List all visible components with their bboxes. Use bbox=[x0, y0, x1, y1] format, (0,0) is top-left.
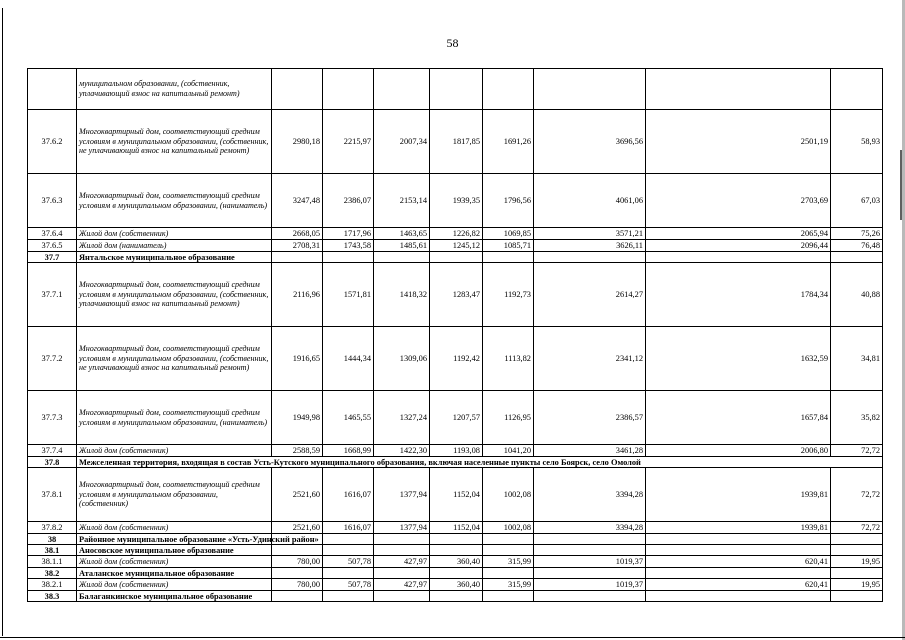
value-cell-5: 315,99 bbox=[483, 579, 534, 591]
value-cell-4: 1207,57 bbox=[430, 391, 483, 445]
section-row bbox=[28, 534, 883, 545]
value-cell-4: 1939,35 bbox=[430, 174, 483, 228]
value-cell-8: 75,26 bbox=[831, 228, 883, 240]
value-cell-2: 507,78 bbox=[323, 556, 374, 568]
value-cell-3: 1327,24 bbox=[374, 391, 430, 445]
value-cell-5: 1113,82 bbox=[483, 327, 534, 391]
empty-cell bbox=[430, 545, 483, 556]
item-code: 38.1.1 bbox=[28, 556, 77, 568]
value-cell-7: 2501,19 bbox=[646, 110, 831, 174]
item-description: Многоквартирный дом, соответствующий средним условиям в муниципальном образовании, (собственник, уплачивающий взнос на капитальный ремонт) bbox=[77, 263, 272, 327]
empty-cell bbox=[272, 252, 323, 263]
value-cell-7: 2065,94 bbox=[646, 228, 831, 240]
empty-cell bbox=[831, 534, 883, 545]
value-cell-1: 3247,48 bbox=[272, 174, 323, 228]
value-cell-3: 427,97 bbox=[374, 579, 430, 591]
item-description: Жилой дом (собственник) bbox=[77, 522, 272, 534]
value-cell-8: 76,48 bbox=[831, 240, 883, 252]
value-cell-2: 1444,34 bbox=[323, 327, 374, 391]
empty-cell bbox=[272, 568, 323, 579]
item-description: Многоквартирный дом, соответствующий средним условиям в муниципальном образовании, (собственник, не уплачивающий взнос на капитальный ремонт) bbox=[77, 327, 272, 391]
value-cell-3: 1309,06 bbox=[374, 327, 430, 391]
table-body bbox=[28, 69, 883, 602]
value-cell-6: 3626,11 bbox=[534, 240, 646, 252]
item-description: Жилой дом (собственник) bbox=[77, 579, 272, 591]
empty-cell bbox=[534, 534, 646, 545]
value-cell-7: 2703,69 bbox=[646, 174, 831, 228]
section-row bbox=[28, 591, 883, 602]
value-cell-6: 2341,12 bbox=[534, 327, 646, 391]
empty-cell bbox=[483, 568, 534, 579]
value-cell-5: 1002,08 bbox=[483, 468, 534, 522]
value-cell-1: 2521,60 bbox=[272, 522, 323, 534]
value-cell-4: 1193,08 bbox=[430, 445, 483, 457]
value-cell-1: 2668,05 bbox=[272, 228, 323, 240]
empty-cell bbox=[534, 568, 646, 579]
table-row bbox=[28, 468, 883, 522]
section-title: Аталанское муниципальное образование bbox=[77, 568, 272, 579]
scan-bottom-border bbox=[0, 637, 905, 638]
value-cell-7: 2096,44 bbox=[646, 240, 831, 252]
section-title: Районное муниципальное образование «Усть-Удинский район» bbox=[77, 534, 272, 545]
value-cell-6: 3571,21 bbox=[534, 228, 646, 240]
value-cell-1: 780,00 bbox=[272, 579, 323, 591]
empty-cell bbox=[831, 591, 883, 602]
empty-cell bbox=[831, 545, 883, 556]
table-row bbox=[28, 174, 883, 228]
value-cell-2: 1717,96 bbox=[323, 228, 374, 240]
empty-cell bbox=[430, 568, 483, 579]
item-code: 37.6.3 bbox=[28, 174, 77, 228]
value-cell-3: 1418,32 bbox=[374, 263, 430, 327]
empty-cell bbox=[374, 591, 430, 602]
item-code: 37.7.3 bbox=[28, 391, 77, 445]
table-row bbox=[28, 228, 883, 240]
value-cell-5: 315,99 bbox=[483, 556, 534, 568]
value-cell-8: 67,03 bbox=[831, 174, 883, 228]
value-cell-2 bbox=[323, 69, 374, 110]
empty-cell bbox=[272, 545, 323, 556]
value-cell-2: 1616,07 bbox=[323, 522, 374, 534]
empty-cell bbox=[374, 252, 430, 263]
empty-cell bbox=[831, 568, 883, 579]
empty-cell bbox=[323, 252, 374, 263]
empty-cell bbox=[646, 534, 831, 545]
value-cell-1: 2521,60 bbox=[272, 468, 323, 522]
empty-cell bbox=[374, 568, 430, 579]
value-cell-2: 1571,81 bbox=[323, 263, 374, 327]
value-cell-2: 2215,97 bbox=[323, 110, 374, 174]
value-cell-3: 1463,65 bbox=[374, 228, 430, 240]
empty-cell bbox=[483, 545, 534, 556]
value-cell-8: 35,82 bbox=[831, 391, 883, 445]
value-cell-5: 1041,20 bbox=[483, 445, 534, 457]
section-title: Янтальское муниципальное образование bbox=[77, 252, 272, 263]
value-cell-7: 1939,81 bbox=[646, 522, 831, 534]
table-row bbox=[28, 69, 883, 110]
value-cell-1: 2980,18 bbox=[272, 110, 323, 174]
item-code: 37.7.4 bbox=[28, 445, 77, 457]
value-cell-8: 34,81 bbox=[831, 327, 883, 391]
section-row bbox=[28, 457, 883, 468]
value-cell-6: 2386,57 bbox=[534, 391, 646, 445]
scan-left-border bbox=[2, 8, 3, 636]
value-cell-7: 620,41 bbox=[646, 556, 831, 568]
section-code: 38.1 bbox=[28, 545, 77, 556]
value-cell-3: 1485,61 bbox=[374, 240, 430, 252]
table-row bbox=[28, 522, 883, 534]
item-code: 37.7.2 bbox=[28, 327, 77, 391]
value-cell-4: 1192,42 bbox=[430, 327, 483, 391]
item-description: Многоквартирный дом, соответствующий средним условиям в муниципальном образовании, (наниматель) bbox=[77, 174, 272, 228]
value-cell-7: 1784,34 bbox=[646, 263, 831, 327]
item-description: Жилой дом (наниматель) bbox=[77, 240, 272, 252]
value-cell-8: 40,88 bbox=[831, 263, 883, 327]
section-code: 37.7 bbox=[28, 252, 77, 263]
value-cell-6: 1019,37 bbox=[534, 556, 646, 568]
value-cell-6: 3394,28 bbox=[534, 522, 646, 534]
empty-cell bbox=[534, 591, 646, 602]
section-code: 38.2 bbox=[28, 568, 77, 579]
value-cell-5: 1796,56 bbox=[483, 174, 534, 228]
value-cell-6 bbox=[534, 69, 646, 110]
value-cell-3: 1377,94 bbox=[374, 522, 430, 534]
value-cell-6: 3461,28 bbox=[534, 445, 646, 457]
value-cell-1: 2588,59 bbox=[272, 445, 323, 457]
item-code: 37.6.5 bbox=[28, 240, 77, 252]
empty-cell bbox=[646, 591, 831, 602]
value-cell-3: 1377,94 bbox=[374, 468, 430, 522]
value-cell-8: 72,72 bbox=[831, 522, 883, 534]
empty-cell bbox=[374, 545, 430, 556]
table-row bbox=[28, 391, 883, 445]
value-cell-5: 1691,26 bbox=[483, 110, 534, 174]
section-row bbox=[28, 568, 883, 579]
value-cell-4 bbox=[430, 69, 483, 110]
empty-cell bbox=[430, 252, 483, 263]
value-cell-2: 1616,07 bbox=[323, 468, 374, 522]
value-cell-8: 58,93 bbox=[831, 110, 883, 174]
value-cell-6: 2614,27 bbox=[534, 263, 646, 327]
empty-cell bbox=[646, 545, 831, 556]
empty-cell bbox=[323, 545, 374, 556]
value-cell-5: 1002,08 bbox=[483, 522, 534, 534]
value-cell-5: 1192,73 bbox=[483, 263, 534, 327]
value-cell-5: 1069,85 bbox=[483, 228, 534, 240]
section-row bbox=[28, 252, 883, 263]
value-cell-1: 2116,96 bbox=[272, 263, 323, 327]
value-cell-3: 427,97 bbox=[374, 556, 430, 568]
value-cell-1: 2708,31 bbox=[272, 240, 323, 252]
section-title: Межселенная территория, входящая в состав Усть-Кутского муниципального образования, включая населенные пункты село Боярск, село Омолой bbox=[77, 457, 883, 468]
value-cell-4: 1226,82 bbox=[430, 228, 483, 240]
item-description: Многоквартирный дом, соответствующий средним условиям в муниципальном образовании, (собственник) bbox=[77, 468, 272, 522]
table-row bbox=[28, 110, 883, 174]
value-cell-4: 1152,04 bbox=[430, 468, 483, 522]
value-cell-4: 1152,04 bbox=[430, 522, 483, 534]
value-cell-3 bbox=[374, 69, 430, 110]
value-cell-3: 2007,34 bbox=[374, 110, 430, 174]
value-cell-7: 1657,84 bbox=[646, 391, 831, 445]
value-cell-7: 2006,80 bbox=[646, 445, 831, 457]
value-cell-5 bbox=[483, 69, 534, 110]
empty-cell bbox=[646, 252, 831, 263]
value-cell-4: 1283,47 bbox=[430, 263, 483, 327]
empty-cell bbox=[534, 252, 646, 263]
value-cell-6: 3696,56 bbox=[534, 110, 646, 174]
value-cell-5: 1085,71 bbox=[483, 240, 534, 252]
value-cell-7: 1632,59 bbox=[646, 327, 831, 391]
empty-cell bbox=[323, 568, 374, 579]
empty-cell bbox=[323, 591, 374, 602]
empty-cell bbox=[831, 252, 883, 263]
value-cell-4: 360,40 bbox=[430, 556, 483, 568]
value-cell-8: 72,72 bbox=[831, 468, 883, 522]
item-description: муниципальном образовании, (собственник, уплачивающий взнос на капитальный ремонт) bbox=[77, 69, 272, 110]
item-code: 38.2.1 bbox=[28, 579, 77, 591]
empty-cell bbox=[534, 545, 646, 556]
item-code: 37.7.1 bbox=[28, 263, 77, 327]
section-row bbox=[28, 545, 883, 556]
value-cell-4: 360,40 bbox=[430, 579, 483, 591]
table-row bbox=[28, 556, 883, 568]
section-code: 38.3 bbox=[28, 591, 77, 602]
empty-cell bbox=[272, 591, 323, 602]
value-cell-8: 19,95 bbox=[831, 579, 883, 591]
item-code: 37.8.2 bbox=[28, 522, 77, 534]
value-cell-2: 2386,07 bbox=[323, 174, 374, 228]
value-cell-2: 1668,99 bbox=[323, 445, 374, 457]
value-cell-1: 1916,65 bbox=[272, 327, 323, 391]
table-row bbox=[28, 327, 883, 391]
value-cell-5: 1126,95 bbox=[483, 391, 534, 445]
section-title: Балаганкинское муниципальное образование bbox=[77, 591, 272, 602]
value-cell-6: 3394,28 bbox=[534, 468, 646, 522]
empty-cell bbox=[483, 591, 534, 602]
item-code: 37.6.4 bbox=[28, 228, 77, 240]
empty-cell bbox=[483, 534, 534, 545]
table-row bbox=[28, 240, 883, 252]
empty-cell bbox=[646, 568, 831, 579]
value-cell-1 bbox=[272, 69, 323, 110]
item-code: 37.8.1 bbox=[28, 468, 77, 522]
item-code: 37.6.2 bbox=[28, 110, 77, 174]
item-description: Жилой дом (собственник) bbox=[77, 445, 272, 457]
item-description: Жилой дом (собственник) bbox=[77, 228, 272, 240]
item-description: Многоквартирный дом, соответствующий средним условиям в муниципальном образовании, (наниматель) bbox=[77, 391, 272, 445]
item-code bbox=[28, 69, 77, 110]
section-code: 37.8 bbox=[28, 457, 77, 468]
value-cell-6: 4061,06 bbox=[534, 174, 646, 228]
value-cell-3: 1422,30 bbox=[374, 445, 430, 457]
table-row bbox=[28, 579, 883, 591]
value-cell-2: 1465,55 bbox=[323, 391, 374, 445]
value-cell-4: 1245,12 bbox=[430, 240, 483, 252]
value-cell-8: 19,95 bbox=[831, 556, 883, 568]
value-cell-7: 620,41 bbox=[646, 579, 831, 591]
scan-right-mark bbox=[900, 150, 902, 220]
value-cell-8: 72,72 bbox=[831, 445, 883, 457]
value-cell-8 bbox=[831, 69, 883, 110]
tariff-table bbox=[27, 68, 883, 602]
value-cell-7 bbox=[646, 69, 831, 110]
section-code: 38 bbox=[28, 534, 77, 545]
table-row bbox=[28, 263, 883, 327]
section-title: Аносовское муниципальное образование bbox=[77, 545, 272, 556]
value-cell-6: 1019,37 bbox=[534, 579, 646, 591]
item-description: Многоквартирный дом, соответствующий средним условиям в муниципальном образовании, (собственник, не уплачивающий взнос на капитальный ремонт) bbox=[77, 110, 272, 174]
value-cell-3: 2153,14 bbox=[374, 174, 430, 228]
value-cell-1: 1949,98 bbox=[272, 391, 323, 445]
item-description: Жилой дом (собственник) bbox=[77, 556, 272, 568]
empty-cell bbox=[430, 591, 483, 602]
table-row bbox=[28, 445, 883, 457]
empty-cell bbox=[430, 534, 483, 545]
empty-cell bbox=[374, 534, 430, 545]
value-cell-2: 1743,58 bbox=[323, 240, 374, 252]
value-cell-7: 1939,81 bbox=[646, 468, 831, 522]
value-cell-4: 1817,85 bbox=[430, 110, 483, 174]
page-number: 58 bbox=[446, 36, 459, 50]
empty-cell bbox=[323, 534, 374, 545]
value-cell-1: 780,00 bbox=[272, 556, 323, 568]
empty-cell bbox=[483, 252, 534, 263]
value-cell-2: 507,78 bbox=[323, 579, 374, 591]
